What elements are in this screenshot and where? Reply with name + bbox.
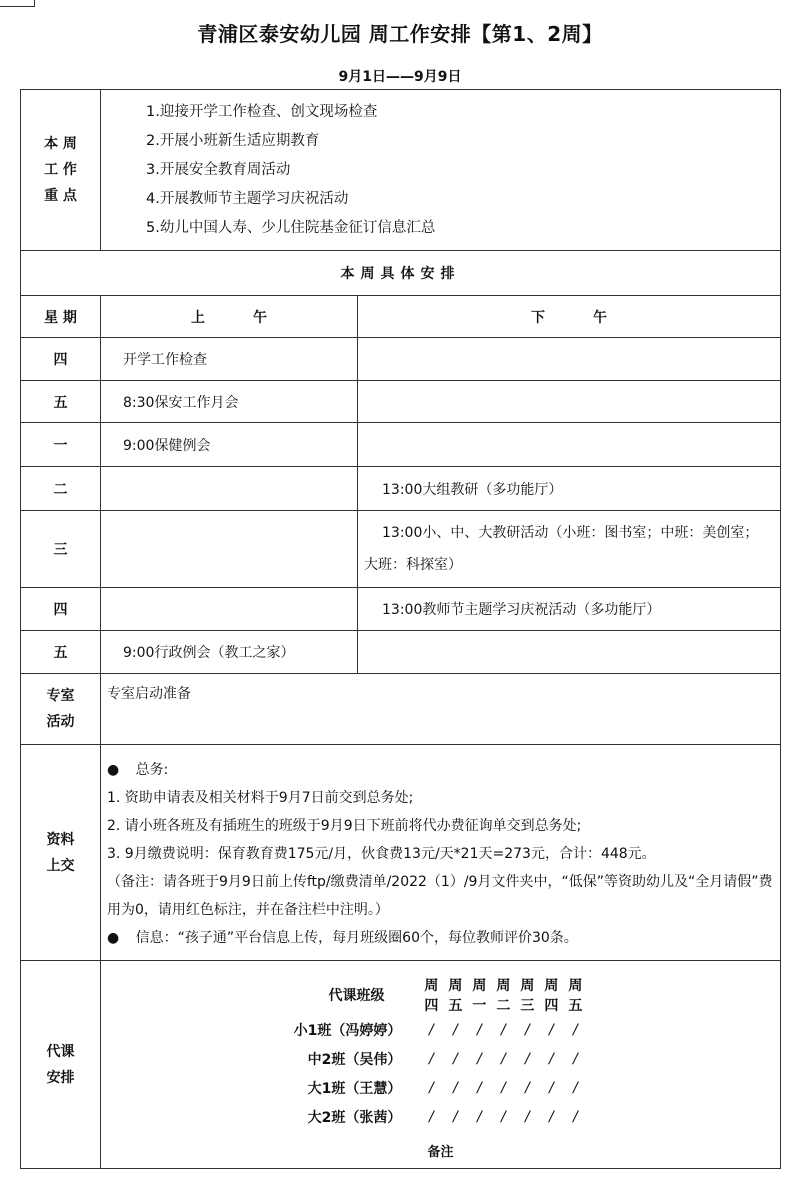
page-title: 青浦区泰安幼儿园 周工作安排【第1、2周】 [197,22,603,46]
bullet-icon: ● [107,761,120,778]
substitute-mark: / [525,1050,530,1067]
day-cell: 二 [21,467,101,511]
schedule-heading: 本周具体安排 [21,251,781,296]
day-cell: 五 [21,381,101,423]
focus-item: 2.开展小班新生适应期教育 [146,132,320,149]
substitute-mark: / [453,1108,458,1125]
substitute-header-row [294,975,588,1015]
general-affairs-title: 总务: [135,761,169,778]
pm-cell: 13:00教师节主题学习庆祝活动（多功能厅） [358,588,781,631]
substitute-mark: / [477,1079,482,1096]
focus-label-line: 本 周 [44,136,77,152]
substitute-class-row [294,1044,588,1073]
substitute-mark: / [429,1079,434,1096]
focus-item: 5.幼儿中国人寿、少儿住院基金征订信息汇总 [146,219,436,236]
special-content: 专室启动准备 [101,674,781,745]
substitute-mark: / [525,1079,530,1096]
materials-label [21,745,101,961]
am-cell [101,511,358,588]
special-label-line: 专室 [46,688,75,704]
am-cell: 9:00行政例会（教工之家） [101,631,358,674]
day-cell: 四 [21,588,101,631]
pm-cell: 13:00小、中、大教研活动（小班：图书室；中班：美创室；大班：科探室） [358,511,781,588]
substitute-mark: / [549,1079,554,1096]
substitute-day: 周二 [496,978,511,1014]
substitute-label-line: 安排 [46,1069,75,1086]
day-cell: 四 [21,338,101,381]
substitute-mark: / [453,1021,458,1038]
focus-list [101,90,781,251]
schedule-header-row [21,296,781,338]
focus-item: 3.开展安全教育周活动 [146,161,291,178]
substitute-day: 周五 [568,978,583,1014]
substitute-label [21,961,101,1169]
page-corner-mark [0,0,35,7]
substitute-day: 周三 [520,978,535,1014]
substitute-mark: / [501,1021,506,1038]
am-cell [101,467,358,511]
substitute-mark: / [477,1050,482,1067]
substitute-label-line: 代课 [46,1043,75,1060]
schedule-row [21,631,781,674]
substitute-mark: / [525,1021,530,1038]
substitute-row [21,961,781,1169]
am-cell: 开学工作检查 [101,338,358,381]
substitute-day: 周五 [448,978,463,1014]
materials-item: 1. 资助申请表及相关材料于9月7日前交到总务处; [107,789,414,806]
day-cell: 五 [21,631,101,674]
substitute-mark: / [453,1050,458,1067]
pm-cell [358,338,781,381]
substitute-mark: / [549,1021,554,1038]
schedule-row [21,588,781,631]
substitute-mark: / [429,1108,434,1125]
schedule-row [21,381,781,423]
info-text: 信息：“孩子通”平台信息上传，每月班级圈60个，每位教师评价30条。 [135,929,578,946]
focus-label [21,90,101,251]
focus-label-line: 工 作 [44,162,77,178]
substitute-mark: / [573,1079,578,1096]
schedule-row [21,467,781,511]
substitute-mark: / [573,1021,578,1038]
substitute-header-label: 代课班级 [328,988,385,1004]
focus-label-line: 重 点 [44,188,77,204]
day-cell: 一 [21,423,101,467]
substitute-mark: / [477,1021,482,1038]
focus-item: 4.开展教师节主题学习庆祝活动 [146,190,349,207]
substitute-day: 周四 [424,978,439,1014]
pm-cell [358,423,781,467]
substitute-day: 周四 [544,978,559,1014]
info-line [107,924,774,952]
substitute-mark: / [501,1108,506,1125]
substitute-mark: / [429,1050,434,1067]
am-cell: 9:00保健例会 [101,423,358,467]
am-cell: 8:30保安工作月会 [101,381,358,423]
bullet-icon: ● [107,929,120,946]
materials-label-line: 上交 [46,857,75,874]
substitute-mark: / [501,1050,506,1067]
pm-cell: 13:00大组教研（多功能厅） [358,467,781,511]
schedule-row [21,338,781,381]
substitute-class-name: 大2班（张茜） [307,1109,402,1126]
substitute-note: 备注 [427,1145,454,1160]
special-label-line: 活动 [46,714,75,730]
substitute-class-name: 中2班（吴伟） [307,1051,402,1068]
substitute-mark: / [549,1108,554,1125]
substitute-mark: / [477,1108,482,1125]
schedule-row [21,511,781,588]
substitute-mark: / [525,1108,530,1125]
substitute-mark: / [501,1079,506,1096]
special-label [21,674,101,745]
substitute-day: 周一 [472,978,487,1014]
general-affairs-line [107,756,774,784]
day-cell: 三 [21,511,101,588]
materials-content [101,745,781,961]
substitute-class-row [294,1073,588,1102]
special-row [21,674,781,745]
materials-item: 2. 请小班各班及有插班生的班级于9月9日下班前将代办费征询单交到总务处; [107,817,582,834]
substitute-mark: / [573,1108,578,1125]
pm-cell [358,381,781,423]
focus-row [21,90,781,251]
substitute-class-name: 大1班（王慧） [307,1080,402,1097]
substitute-mark: / [573,1050,578,1067]
substitute-content [101,961,781,1169]
materials-label-line: 资料 [46,831,75,848]
weekly-schedule-table [20,89,781,1169]
substitute-mark: / [549,1050,554,1067]
pm-header: 下午 [358,296,781,338]
substitute-class-row [294,1015,588,1044]
date-range: 9月1日——9月9日 [338,69,462,85]
pm-cell [358,631,781,674]
substitute-table [294,975,588,1131]
schedule-row [21,423,781,467]
day-header: 星 期 [21,296,101,338]
materials-note: （备注：请各班于9月9日前上传ftp/缴费清单/2022（1）/9月文件夹中，“低保”等资助幼儿及“全月请假”费用为0，请用红色标注，并在备注栏中注明。） [107,873,773,918]
focus-item: 1.迎接开学工作检查、创文现场检查 [146,103,378,120]
materials-row [21,745,781,961]
substitute-class-name: 小1班（冯婷婷） [293,1022,402,1039]
substitute-mark: / [429,1021,434,1038]
am-header: 上午 [101,296,358,338]
substitute-mark: / [453,1079,458,1096]
am-cell [101,588,358,631]
substitute-class-row [294,1102,588,1131]
materials-item: 3. 9月缴费说明：保育教育费175元/月，伙食费13元/天*21天=273元，合计：448元。 [107,845,656,862]
